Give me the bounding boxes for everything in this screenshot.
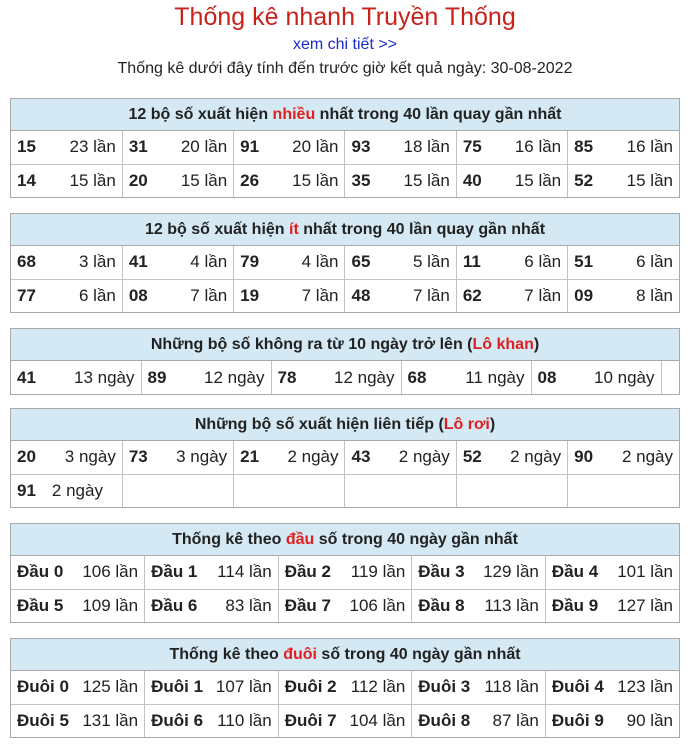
head-digit: Đầu 5 bbox=[17, 595, 64, 615]
lo-khan-table bbox=[11, 361, 679, 394]
pair-number: 52 bbox=[574, 170, 594, 190]
duoi-stats-table bbox=[11, 671, 679, 737]
least-frequent-table bbox=[11, 246, 679, 312]
pair-number: 48 bbox=[351, 285, 371, 305]
tail-count: 104 lần bbox=[349, 710, 406, 730]
empty-cell bbox=[456, 474, 567, 507]
table-cell bbox=[345, 441, 456, 474]
head-digit: Đầu 0 bbox=[17, 562, 64, 582]
table-cell bbox=[345, 164, 456, 197]
pair-count: 18 lần bbox=[403, 137, 450, 157]
table-cell bbox=[11, 671, 145, 704]
title-text: Thống kê theo bbox=[172, 531, 286, 548]
table-cell bbox=[412, 556, 546, 589]
table-cell bbox=[11, 131, 122, 164]
head-count: 113 lần bbox=[484, 595, 539, 615]
pair-count: 20 lần bbox=[292, 137, 339, 157]
tail-digit: Đuôi 1 bbox=[151, 677, 204, 697]
pair-days: 11 ngày bbox=[465, 367, 525, 387]
empty-cell bbox=[568, 474, 679, 507]
pair-number: 31 bbox=[128, 137, 148, 157]
pair-days: 2 ngày bbox=[51, 480, 103, 500]
table-cell bbox=[145, 704, 279, 737]
head-count: 119 lần bbox=[350, 562, 406, 582]
pair-count: 15 lần bbox=[403, 170, 450, 190]
pair-number: 20 bbox=[17, 447, 36, 467]
empty-cell bbox=[661, 361, 679, 394]
head-count: 83 lần bbox=[225, 595, 272, 615]
pair-number: 40 bbox=[462, 170, 482, 190]
table-cell bbox=[122, 164, 233, 197]
table-cell bbox=[122, 131, 233, 164]
tail-digit: Đuôi 9 bbox=[551, 710, 604, 730]
title-highlight: đuôi bbox=[283, 646, 317, 663]
pair-count: 8 lần bbox=[636, 285, 673, 305]
table-cell bbox=[122, 246, 233, 279]
tail-count: 110 lần bbox=[217, 710, 272, 730]
pair-days: 2 ngày bbox=[510, 447, 562, 467]
head-digit: Đầu 2 bbox=[284, 562, 331, 582]
lo-roi-title bbox=[11, 409, 679, 441]
page-title: Thống kê nhanh Truyền Thống bbox=[174, 3, 516, 31]
lo-khan-block bbox=[10, 328, 680, 395]
tail-digit: Đuôi 0 bbox=[17, 677, 69, 697]
pair-number: 68 bbox=[407, 367, 427, 387]
stats-date-info: Thống kê dưới đây tính đến trước giờ kết quả ngày: 30-08-2022 bbox=[117, 60, 573, 77]
title-text: ) bbox=[533, 336, 540, 353]
pair-number: 90 bbox=[574, 447, 594, 467]
table-cell bbox=[345, 246, 456, 279]
pair-days: 3 ngày bbox=[64, 447, 116, 467]
table-cell bbox=[234, 131, 345, 164]
title-text: Những bộ số không ra từ 10 ngày trở lên ( bbox=[150, 336, 473, 353]
head-count: 129 lần bbox=[483, 562, 539, 582]
pair-number: 93 bbox=[351, 137, 371, 157]
pair-number: 68 bbox=[17, 252, 36, 272]
title-text: nhất trong 40 lần quay gần nhất bbox=[298, 221, 546, 238]
title-text: nhất trong 40 lần quay gần nhất bbox=[315, 106, 562, 123]
head-digit: Đầu 3 bbox=[418, 562, 465, 582]
table-cell bbox=[11, 441, 122, 474]
pair-count: 4 lần bbox=[190, 252, 228, 272]
table-cell bbox=[456, 164, 567, 197]
tail-count: 90 lần bbox=[626, 710, 673, 730]
pair-count: 7 lần bbox=[301, 285, 339, 305]
pair-days: 12 ngày bbox=[204, 367, 265, 387]
table-cell bbox=[545, 671, 679, 704]
table-cell bbox=[412, 671, 546, 704]
title-text: Những bộ số xuất hiện liên tiếp ( bbox=[194, 416, 444, 433]
pair-count: 16 lần bbox=[626, 137, 673, 157]
empty-cell bbox=[345, 474, 456, 507]
table-cell bbox=[568, 131, 679, 164]
empty-cell bbox=[234, 474, 345, 507]
pair-number: 43 bbox=[351, 447, 371, 467]
most-frequent-block bbox=[10, 98, 680, 198]
pair-number: 15 bbox=[17, 137, 36, 157]
table-cell bbox=[412, 589, 546, 622]
table-row bbox=[11, 671, 679, 704]
pair-number: 89 bbox=[147, 367, 167, 387]
pair-number: 91 bbox=[240, 137, 260, 157]
title-text: Thống kê theo bbox=[169, 646, 284, 663]
table-cell bbox=[11, 589, 145, 622]
head-count: 114 lần bbox=[217, 562, 272, 582]
table-row bbox=[11, 441, 679, 474]
tail-count: 112 lần bbox=[350, 677, 406, 697]
pair-number: 79 bbox=[240, 252, 260, 272]
title-highlight: Lô rơi bbox=[443, 416, 490, 433]
head-digit: Đầu 9 bbox=[551, 595, 599, 615]
table-cell bbox=[456, 279, 567, 312]
pair-count: 3 lần bbox=[78, 252, 116, 272]
table-row bbox=[11, 704, 679, 737]
pair-count: 6 lần bbox=[78, 285, 116, 305]
title-highlight: đầu bbox=[285, 531, 315, 548]
table-row bbox=[11, 589, 679, 622]
pair-count: 7 lần bbox=[524, 285, 562, 305]
pair-days: 10 ngày bbox=[594, 367, 655, 387]
pair-count: 15 lần bbox=[180, 170, 228, 190]
pair-number: 75 bbox=[462, 137, 482, 157]
table-cell bbox=[568, 164, 679, 197]
table-row bbox=[11, 246, 679, 279]
pair-count: 15 lần bbox=[69, 170, 116, 190]
tail-digit: Đuôi 8 bbox=[418, 710, 471, 730]
pair-number: 77 bbox=[17, 285, 36, 305]
table-cell bbox=[271, 361, 401, 394]
pair-count: 7 lần bbox=[190, 285, 228, 305]
table-cell bbox=[345, 131, 456, 164]
pair-number: 14 bbox=[17, 170, 36, 190]
table-row bbox=[11, 131, 679, 164]
tail-digit: Đuôi 2 bbox=[284, 677, 337, 697]
pair-count: 15 lần bbox=[514, 170, 562, 190]
pair-number: 11 bbox=[462, 252, 481, 272]
title-text: ) bbox=[489, 416, 496, 433]
pair-count: 7 lần bbox=[412, 285, 450, 305]
table-cell bbox=[11, 279, 122, 312]
head-count: 127 lần bbox=[617, 595, 673, 615]
pair-number: 09 bbox=[574, 285, 594, 305]
empty-cell bbox=[122, 474, 233, 507]
least-frequent-block bbox=[10, 213, 680, 313]
table-cell bbox=[11, 556, 145, 589]
table-row bbox=[11, 474, 679, 507]
pair-number: 62 bbox=[462, 285, 482, 305]
title-highlight: Lô khan bbox=[472, 336, 534, 353]
head-count: 101 lần bbox=[617, 562, 673, 582]
tail-count: 131 lần bbox=[82, 710, 139, 730]
pair-number: 19 bbox=[240, 285, 260, 305]
pair-count: 23 lần bbox=[69, 137, 116, 157]
table-cell bbox=[11, 164, 122, 197]
table-row bbox=[11, 361, 679, 394]
title-highlight: ít bbox=[289, 221, 299, 238]
lo-khan-title bbox=[11, 329, 679, 361]
head-count: 109 lần bbox=[82, 595, 139, 615]
tail-count: 125 lần bbox=[82, 677, 139, 697]
title-text: 12 bộ số xuất hiện bbox=[128, 106, 273, 123]
table-cell bbox=[278, 704, 412, 737]
table-cell bbox=[568, 279, 679, 312]
table-cell bbox=[278, 589, 412, 622]
table-cell bbox=[145, 556, 279, 589]
head-digit: Đầu 4 bbox=[551, 562, 599, 582]
head-count: 106 lần bbox=[82, 562, 139, 582]
table-row bbox=[11, 164, 679, 197]
table-cell bbox=[456, 131, 567, 164]
pair-number: 52 bbox=[462, 447, 482, 467]
table-cell bbox=[568, 441, 679, 474]
lo-roi-table bbox=[11, 441, 679, 507]
head-count: 106 lần bbox=[349, 595, 406, 615]
tail-count: 107 lần bbox=[215, 677, 272, 697]
table-cell bbox=[122, 441, 233, 474]
tail-digit: Đuôi 3 bbox=[418, 677, 471, 697]
head-digit: Đầu 6 bbox=[151, 595, 198, 615]
duoi-stats-title bbox=[11, 639, 679, 671]
table-cell bbox=[545, 704, 679, 737]
tail-digit: Đuôi 7 bbox=[284, 710, 337, 730]
title-text: 12 bộ số xuất hiện bbox=[144, 221, 289, 238]
head-digit: Đầu 1 bbox=[151, 562, 198, 582]
table-cell bbox=[145, 589, 279, 622]
pair-number: 08 bbox=[128, 285, 148, 305]
dau-stats-table bbox=[11, 556, 679, 622]
table-cell bbox=[456, 441, 567, 474]
pair-days: 13 ngày bbox=[74, 367, 135, 387]
table-cell bbox=[141, 361, 271, 394]
most-frequent-table bbox=[11, 131, 679, 197]
pair-count: 15 lần bbox=[626, 170, 673, 190]
tail-count: 87 lần bbox=[492, 710, 539, 730]
tail-digit: Đuôi 6 bbox=[151, 710, 204, 730]
pair-count: 15 lần bbox=[292, 170, 339, 190]
table-cell bbox=[278, 671, 412, 704]
table-row bbox=[11, 279, 679, 312]
pair-count: 5 lần bbox=[412, 252, 450, 272]
pair-days: 2 ngày bbox=[287, 447, 339, 467]
most-frequent-title bbox=[11, 99, 679, 131]
pair-number: 21 bbox=[240, 447, 260, 467]
table-cell bbox=[234, 246, 345, 279]
pair-number: 35 bbox=[351, 170, 371, 190]
table-cell bbox=[345, 279, 456, 312]
head-digit: Đầu 7 bbox=[284, 595, 331, 615]
tail-count: 123 lần bbox=[617, 677, 673, 697]
head-digit: Đầu 8 bbox=[418, 595, 465, 615]
table-cell bbox=[11, 704, 145, 737]
dau-stats-block bbox=[10, 523, 680, 623]
table-cell bbox=[11, 361, 141, 394]
table-cell bbox=[145, 671, 279, 704]
table-cell bbox=[122, 279, 233, 312]
pair-number: 85 bbox=[574, 137, 594, 157]
dau-stats-title bbox=[11, 524, 679, 556]
table-cell bbox=[545, 589, 679, 622]
pair-count: 16 lần bbox=[514, 137, 562, 157]
detail-link[interactable]: xem chi tiết >> bbox=[292, 36, 398, 53]
table-cell bbox=[234, 164, 345, 197]
pair-number: 65 bbox=[351, 252, 371, 272]
table-cell bbox=[456, 246, 567, 279]
table-cell bbox=[412, 704, 546, 737]
table-cell bbox=[11, 474, 122, 507]
least-frequent-title bbox=[11, 214, 679, 246]
lo-roi-block bbox=[10, 408, 680, 508]
pair-days: 2 ngày bbox=[621, 447, 673, 467]
tail-count: 118 lần bbox=[484, 677, 539, 697]
tail-digit: Đuôi 4 bbox=[551, 677, 604, 697]
title-highlight: nhiều bbox=[272, 106, 316, 123]
table-row bbox=[11, 556, 679, 589]
title-text: số trong 40 ngày gần nhất bbox=[314, 531, 518, 548]
pair-number: 08 bbox=[537, 367, 557, 387]
pair-number: 41 bbox=[128, 252, 148, 272]
pair-number: 26 bbox=[240, 170, 260, 190]
pair-number: 78 bbox=[277, 367, 297, 387]
table-cell bbox=[568, 246, 679, 279]
table-cell bbox=[234, 279, 345, 312]
pair-number: 41 bbox=[17, 367, 36, 387]
table-cell bbox=[545, 556, 679, 589]
pair-number: 91 bbox=[17, 480, 36, 500]
pair-days: 2 ngày bbox=[398, 447, 450, 467]
tail-digit: Đuôi 5 bbox=[17, 710, 69, 730]
pair-count: 6 lần bbox=[524, 252, 562, 272]
pair-days: 12 ngày bbox=[334, 367, 395, 387]
table-cell bbox=[11, 246, 122, 279]
table-cell bbox=[278, 556, 412, 589]
pair-number: 51 bbox=[574, 252, 594, 272]
table-cell bbox=[531, 361, 661, 394]
pair-days: 3 ngày bbox=[176, 447, 228, 467]
pair-number: 73 bbox=[128, 447, 148, 467]
table-cell bbox=[234, 441, 345, 474]
title-text: số trong 40 ngày gần nhất bbox=[316, 646, 521, 663]
pair-count: 4 lần bbox=[301, 252, 339, 272]
pair-count: 20 lần bbox=[180, 137, 228, 157]
duoi-stats-block bbox=[10, 638, 680, 738]
pair-count: 6 lần bbox=[636, 252, 673, 272]
table-cell bbox=[401, 361, 531, 394]
pair-number: 20 bbox=[128, 170, 148, 190]
